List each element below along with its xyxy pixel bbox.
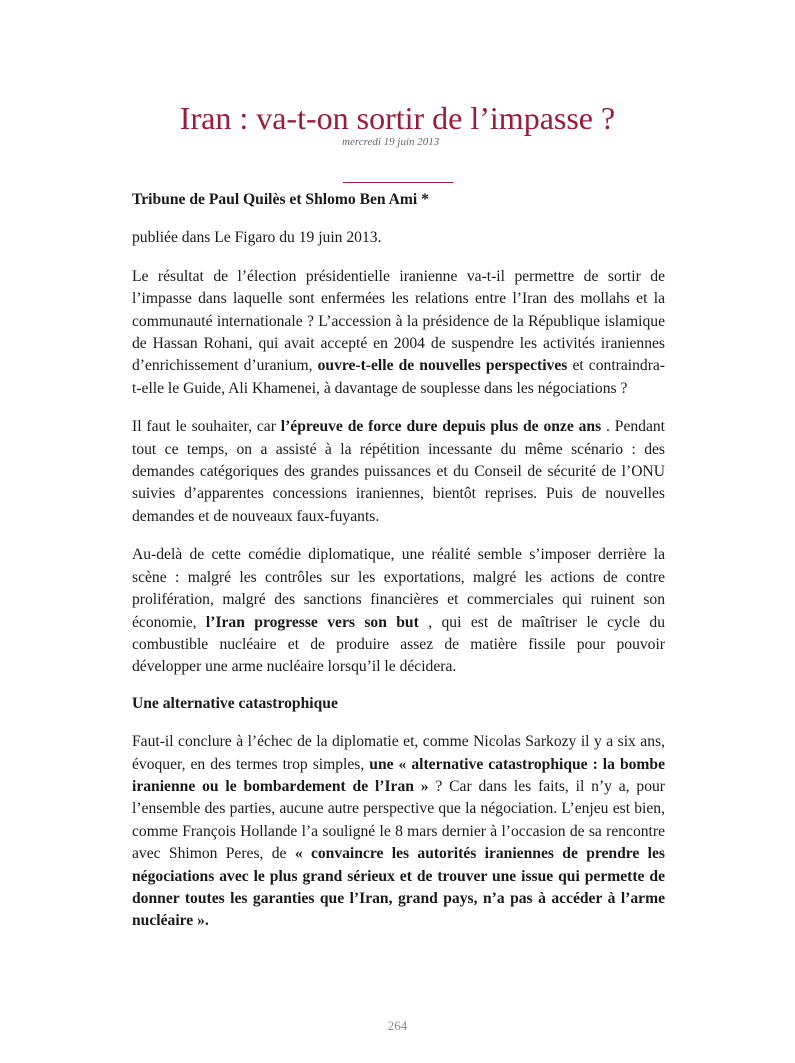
paragraph-4-text-c: ? Car dans les faits, il n’y a, pour l’ensemble des parties, aucune autre perspective que la négociation. L’enjeu est bien, comme François Hollande l’a souligné le 8 mars dernier à l’occasion de sa rencontre avec Shimon Peres, de bbox=[132, 777, 666, 863]
title-divider bbox=[343, 182, 453, 183]
paragraph-2-emphasis: l’épreuve de force dure depuis plus de onze ans bbox=[280, 418, 602, 436]
paragraph-1 bbox=[132, 266, 665, 400]
paragraph-4 bbox=[132, 731, 665, 933]
paragraph-2-text-c: . Pendant tout ce temps, on a assisté à la répétition incessante du même scénario : des demandes catégoriques des grandes puissances et du Conseil de sécurité de l’ONU suivies d’apparentes concessions iraniennes, bientôt reprises. Puis de nouvelles demandes et de nouveaux faux-fuyants. bbox=[132, 418, 666, 525]
paragraph-2 bbox=[132, 416, 665, 528]
page-number: 264 bbox=[387, 1018, 408, 1033]
publication-date: mercredi 19 juin 2013 bbox=[342, 136, 440, 148]
paragraph-1-emphasis: ouvre-t-elle de nouvelles perspectives bbox=[317, 357, 568, 375]
page-title: Iran : va-t-on sortir de l’impasse ? bbox=[179, 100, 616, 136]
paragraph-3-text-c: , qui est de maîtriser le cycle du combustible nucléaire et de produire assez de matière fissile pour pouvoir développer une arme nucléaire lorsqu’il le décidera. bbox=[132, 613, 666, 676]
article-body bbox=[132, 189, 665, 949]
byline-text: Tribune de Paul Quilès et Shlomo Ben Ami * bbox=[132, 191, 429, 208]
paragraph-1-text-c: et contraindra-t-elle le Guide, Ali Khamenei, à davantage de souplesse dans les négociations ? bbox=[132, 357, 665, 397]
section-heading: Une alternative catastrophique bbox=[132, 694, 338, 712]
paragraph-3-text-a: Au-delà de cette comédie diplomatique, une réalité semble s’imposer derrière la scène : malgré les contrôles sur les exportations, malgré les actions de contre prolifération, malgré des sanctions financières et commerciales qui ruinent son économie, bbox=[132, 546, 665, 631]
paragraph-4-text-a: Faut-il conclure à l’échec de la diplomatie et, comme Nicolas Sarkozy il y a six ans, évoquer, en des termes trop simples, bbox=[132, 733, 665, 773]
paragraph-4-emphasis-2: « convaincre les autorités iraniennes de prendre les négociations avec le plus grand sérieux et de trouver une issue qui permette de donner toutes les garanties que l’Iran, grand pays, n’a pas à accéder à l’arme nucléaire ». bbox=[132, 845, 665, 930]
paragraph-3 bbox=[132, 544, 665, 678]
paragraph-2-text-a: Il faut le souhaiter, car bbox=[132, 418, 281, 436]
byline bbox=[132, 189, 665, 211]
paragraph-4-emphasis-1: une « alternative catastrophique : la bombe iranienne ou le bombardement de l’Iran » bbox=[132, 755, 665, 795]
paragraph-1-text-a: Le résultat de l’élection présidentielle iranienne va-t-il permettre de sortir de l’impasse dans laquelle sont enfermées les relations entre l’Iran des mollahs et la communauté internationale ? L’accession à la présidence de la République islamique de Hassan Rohani, qui avait accepté en 2004 de suspendre les activités iraniennes d’enrichissement d’uranium, bbox=[132, 267, 665, 375]
paragraph-3-emphasis: l’Iran progresse vers son but bbox=[205, 613, 419, 631]
publication-note: publiée dans Le Figaro du 19 juin 2013. bbox=[132, 229, 382, 247]
